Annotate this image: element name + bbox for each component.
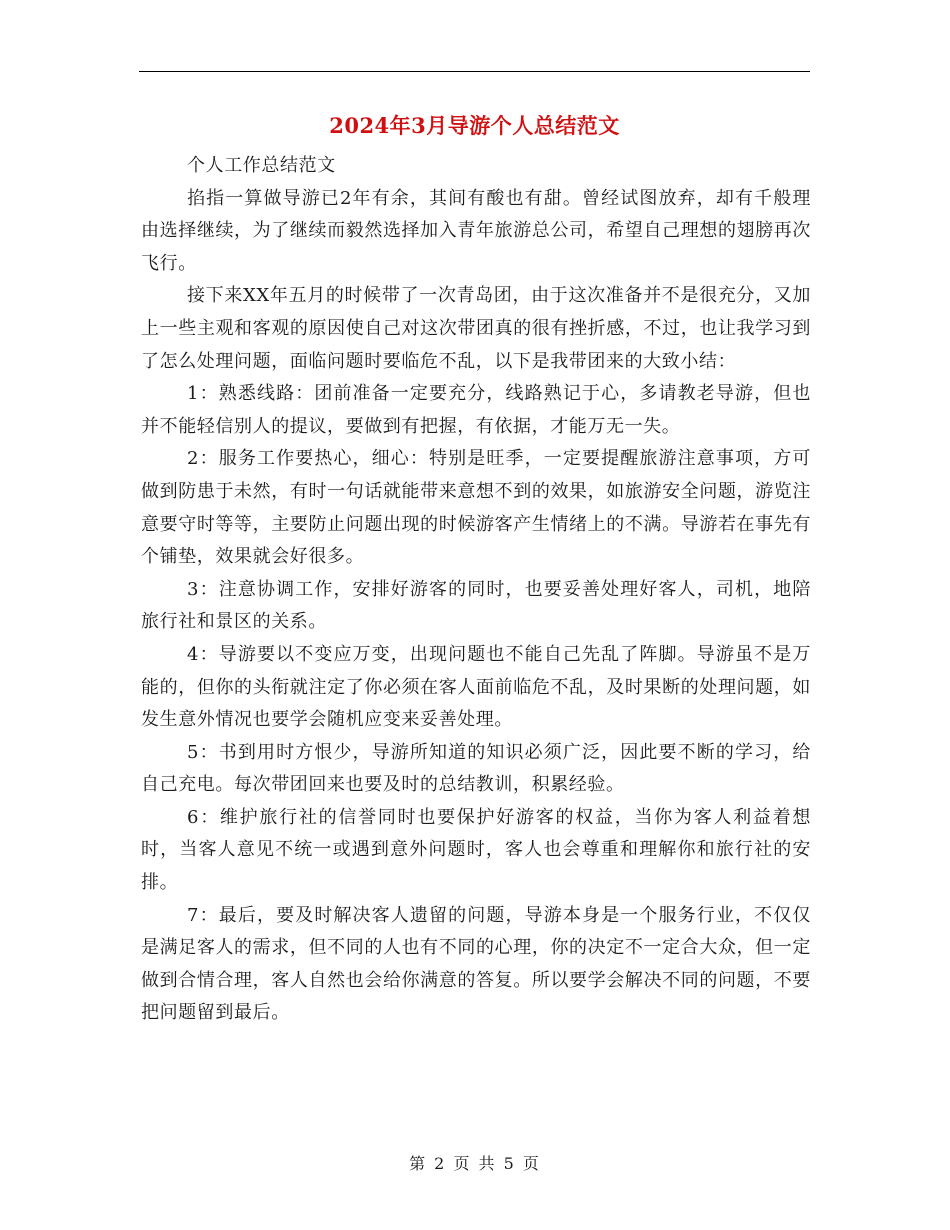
paragraph-point-6: 6：维护旅行社的信誉同时也要保护好游客的权益，当你为客人利益着想时，当客人意见不统一或遇到意外问题时，客人也会尊重和理解你和旅行社的安排。 xyxy=(141,806,811,894)
paragraph-point-1: 1：熟悉线路：团前准备一定要充分，线路熟记于心，多请教老导游，但也并不能轻信别人的提议，要做到有把握，有依据，才能万无一失。 xyxy=(141,383,811,437)
page-number: 第 2 页 共 5 页 xyxy=(409,1154,541,1173)
header-rule xyxy=(139,71,810,72)
paragraph-point-3: 3：注意协调工作，安排好游客的同时，也要妥善处理好客人，司机，地陪旅行社和景区的关系。 xyxy=(141,578,811,633)
paragraph-point-5: 5：书到用时方恨少，导游所知道的知识必须广泛，因此要不断的学习，给自己充电。每次带团回来也要及时的总结教训，积累经验。 xyxy=(141,741,811,796)
document-body xyxy=(141,150,811,1030)
section-subtitle: 个人工作总结范文 xyxy=(187,155,336,176)
document-title: 2024年3月导游个人总结范文 xyxy=(329,113,620,138)
paragraph-point-4: 4：导游要以不变应万变，出现问题也不能自己先乱了阵脚。导游虽不是万能的，但你的头衔就注定了你必须在客人面前临危不乱，及时果断的处理问题，如发生意外情况也要学会随机应变来妥善处理。 xyxy=(141,643,811,731)
paragraph-intro: 掐指一算做导游已2年有余，其间有酸也有甜。曾经试图放弃，却有千般理由选择继续，为了继续而毅然选择加入青年旅游总公司，希望自己理想的翅膀再次飞行。 xyxy=(141,187,811,274)
paragraph-point-7: 7：最后，要及时解决客人遗留的问题，导游本身是一个服务行业，不仅仅是满足客人的需求，但不同的人也有不同的心理，你的决定不一定合大众，但一定做到合情合理，客人自然也会给你满意的答复。所以要学会解决不同的问题，不要把问题留到最后。 xyxy=(141,904,811,1024)
paragraph-background: 接下来XX年五月的时候带了一次青岛团，由于这次准备并不是很充分，又加上一些主观和客观的原因使自己对这次带团真的很有挫折感，不过，也让我学习到了怎么处理问题，面临问题时要临危不乱，以下是我带团来的大致小结： xyxy=(141,285,811,372)
paragraph-point-2: 2：服务工作要热心，细心：特别是旺季，一定要提醒旅游注意事项，方可做到防患于未然，有时一句话就能带来意想不到的效果，如旅游安全问题，游览注意要守时等等，主要防止问题出现的时候游客产生情绪上的不满。导游若在事先有个铺垫，效果就会好很多。 xyxy=(141,448,811,568)
